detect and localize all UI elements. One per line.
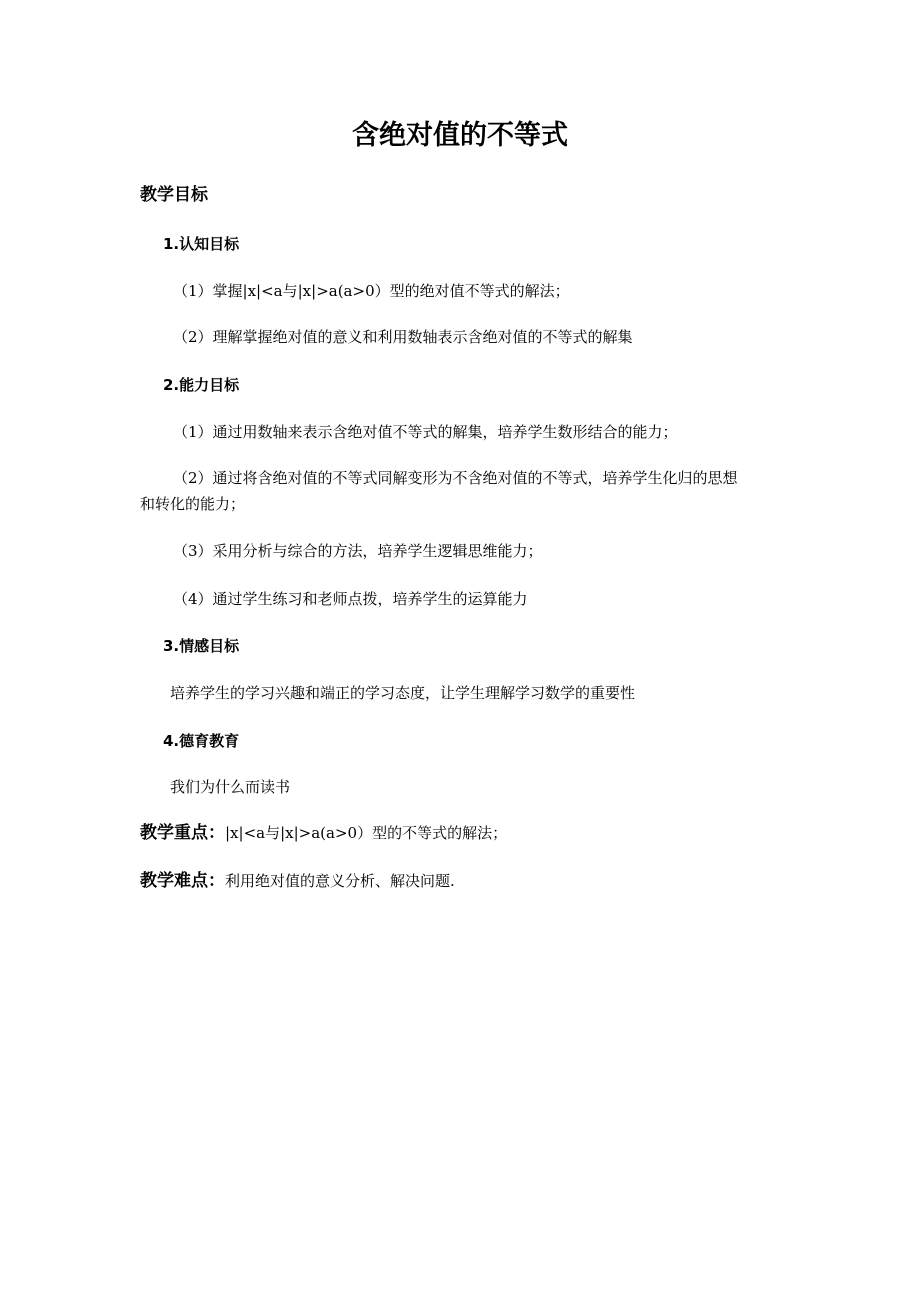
goal-item: （2）通过将含绝对值的不等式同解变形为不含绝对值的不等式，培养学生化归的思想: [173, 469, 738, 487]
goal-item: 我们为什么而读书: [170, 778, 291, 796]
goal-item: （4）通过学生练习和老师点拨，培养学生的运算能力: [173, 590, 528, 608]
key-point-label: 教学重点：: [140, 823, 225, 843]
difficulty-text: 利用绝对值的意义分析、解决问题.: [225, 872, 455, 890]
key-point-text: |x|<a与|x|>a(a>0）型的不等式的解法；: [225, 824, 508, 842]
goal-item: （3）采用分析与综合的方法，培养学生逻辑思维能力；: [173, 542, 543, 560]
key-point-row: [140, 822, 507, 844]
goal-item: （2）理解掌握绝对值的意义和利用数轴表示含绝对值的不等式的解集: [173, 328, 633, 346]
document-title: 含绝对值的不等式: [352, 120, 568, 151]
goal-item-continuation: 和转化的能力；: [140, 495, 246, 513]
goal-heading-moral: 4.德育教育: [163, 732, 240, 750]
goal-heading-ability: 2.能力目标: [163, 376, 240, 394]
section-title-teaching-goals: 教学目标: [140, 185, 208, 205]
goal-heading-emotional: 3.情感目标: [163, 637, 240, 655]
difficulty-label: 教学难点：: [140, 871, 225, 891]
goal-item: 培养学生的学习兴趣和端正的学习态度，让学生理解学习数学的重要性: [170, 684, 636, 702]
difficulty-row: [140, 870, 455, 892]
goal-item: （1）掌握|x|<a与|x|>a(a>0）型的绝对值不等式的解法；: [173, 282, 570, 300]
goal-heading-cognitive: 1.认知目标: [163, 235, 240, 253]
goal-item: （1）通过用数轴来表示含绝对值不等式的解集，培养学生数形结合的能力；: [173, 423, 678, 441]
